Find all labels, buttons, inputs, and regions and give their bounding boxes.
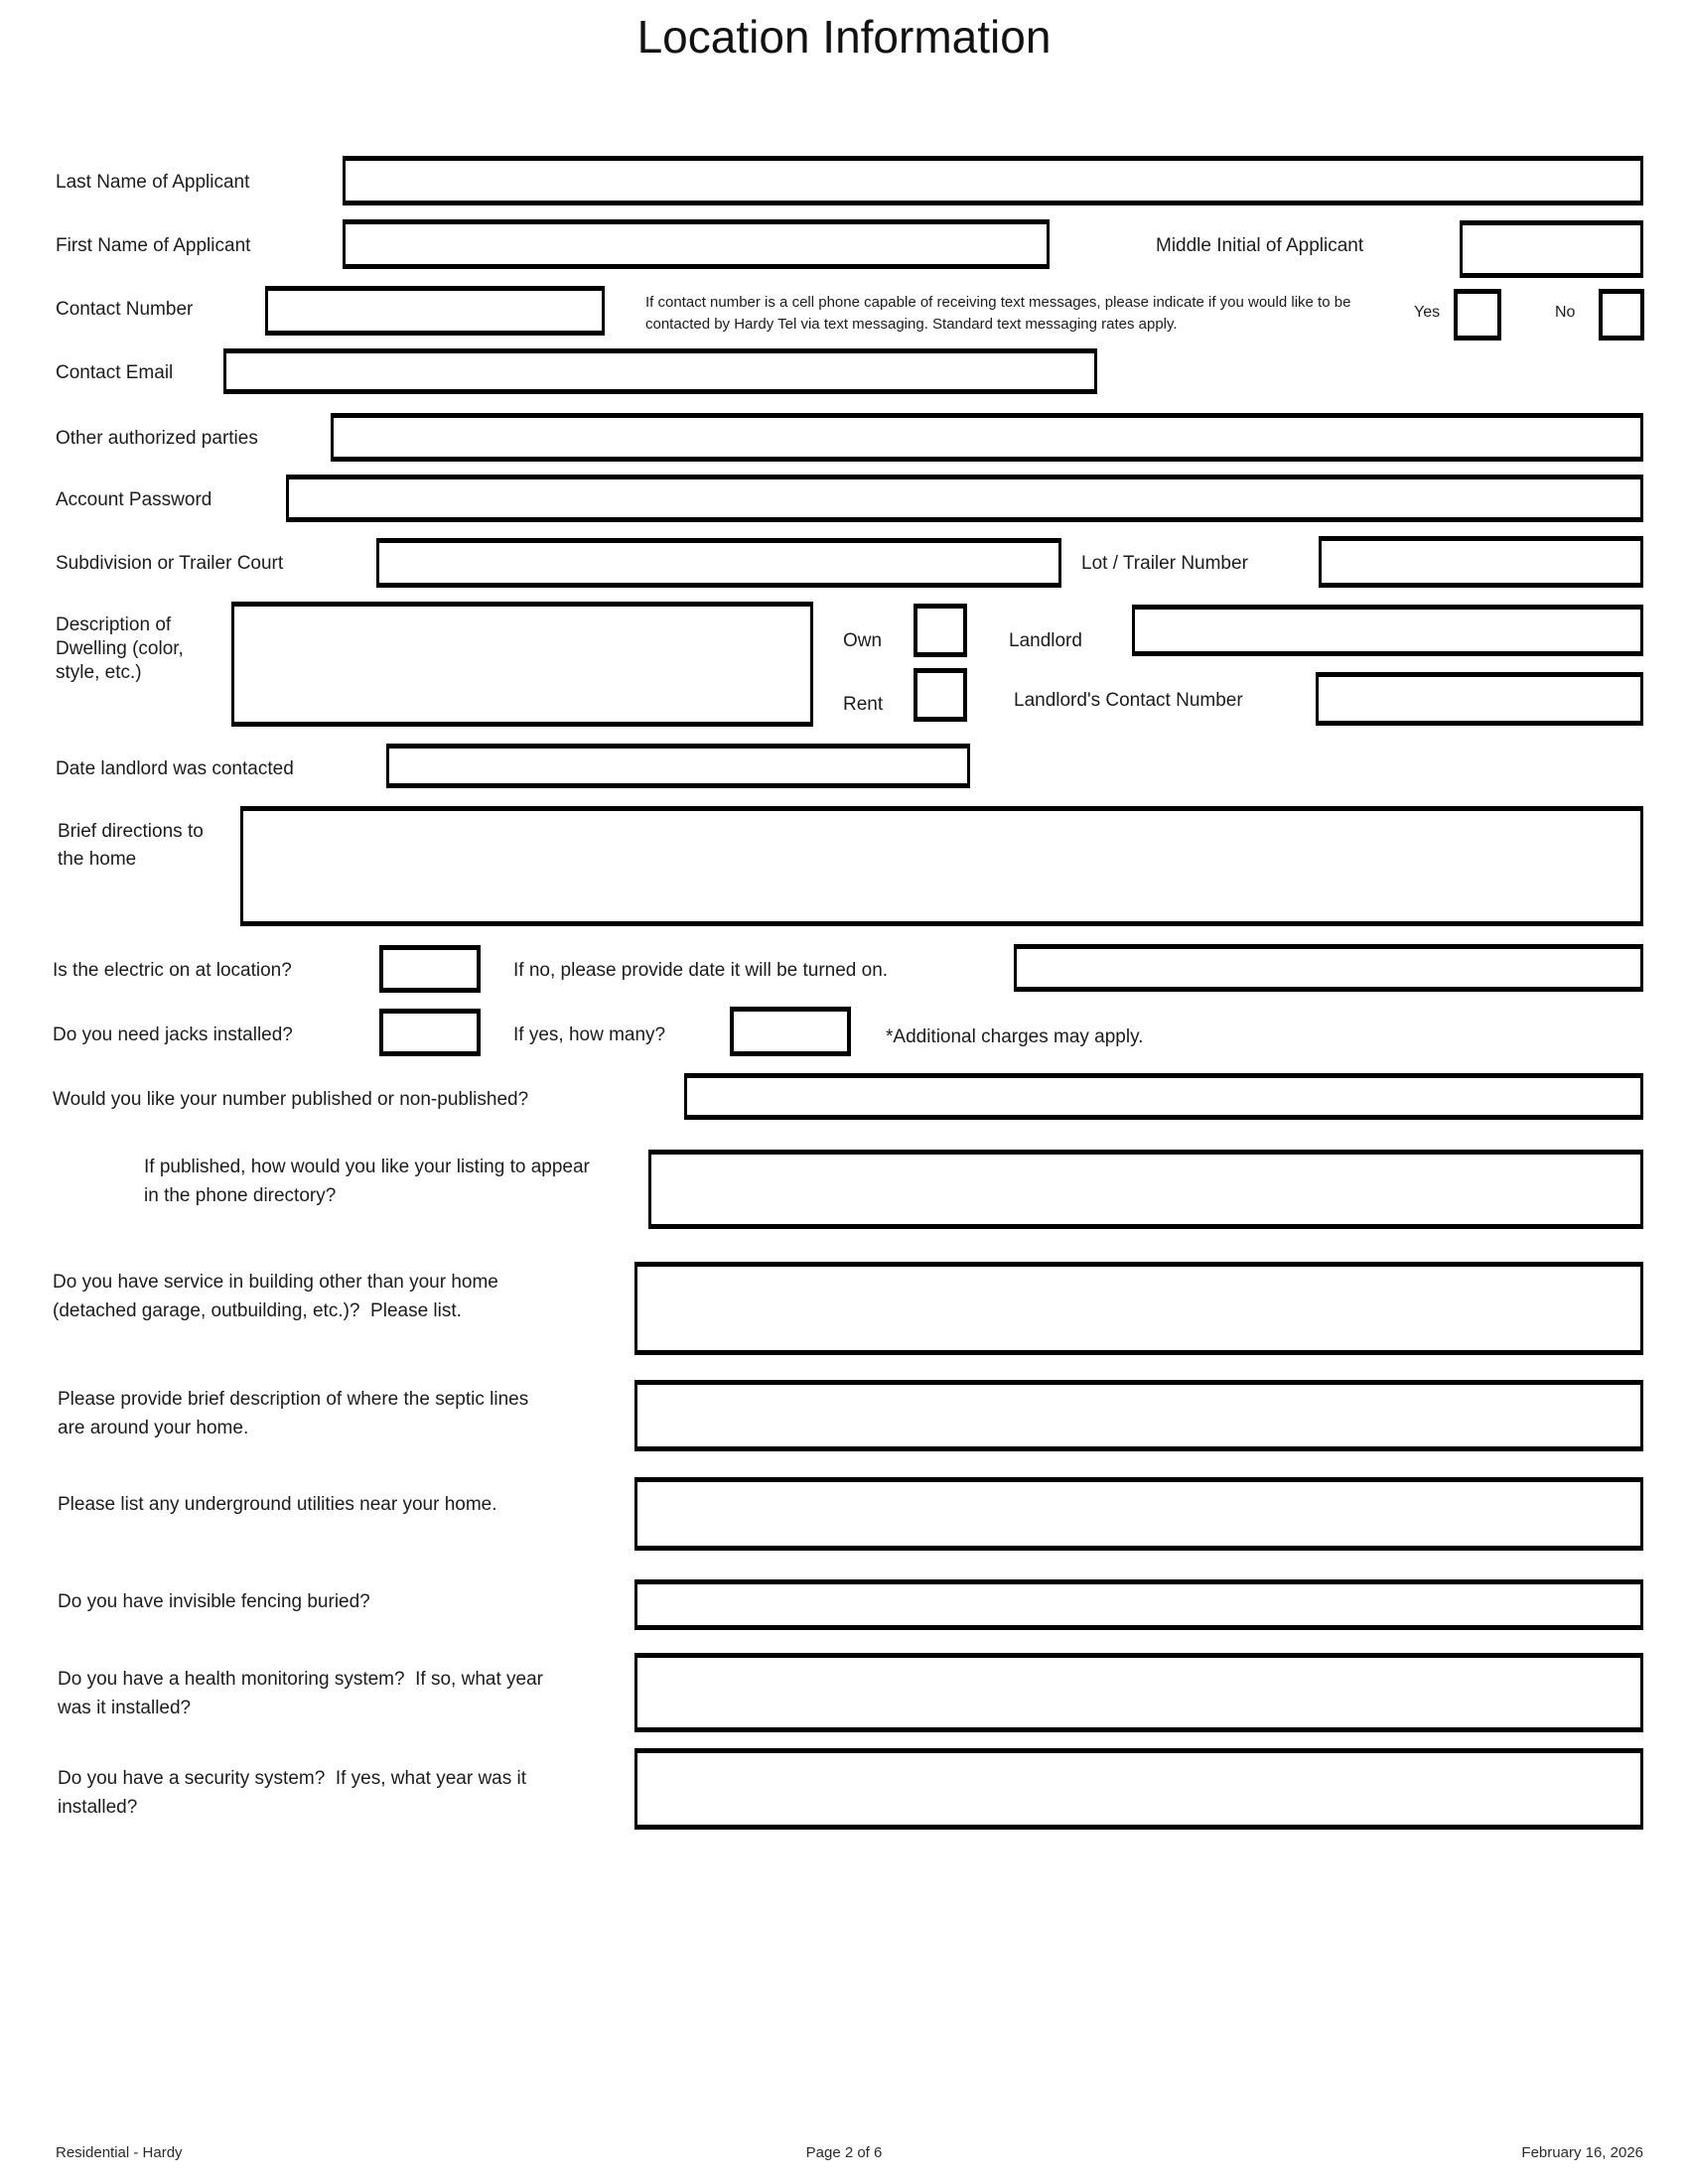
rent-label: Rent	[843, 694, 884, 715]
landlord-contact-label: Landlord's Contact Number	[1014, 690, 1243, 711]
subdivision-input[interactable]	[376, 538, 1061, 588]
date-landlord-input[interactable]	[386, 744, 970, 788]
service-building-label: Do you have service in building other than your home (detached garage, outbuilding, etc.)? Please list.	[53, 1272, 504, 1321]
other-parties-label: Other authorized parties	[56, 428, 258, 449]
rent-checkbox[interactable]	[914, 668, 967, 722]
middle-initial-input[interactable]	[1460, 220, 1643, 278]
landlord-label: Landlord	[1009, 630, 1082, 651]
septic-input[interactable]	[634, 1380, 1643, 1451]
text-consent-no-label: No	[1555, 304, 1576, 321]
account-password-input[interactable]	[286, 475, 1643, 522]
fencing-label: Do you have invisible fencing buried?	[58, 1591, 370, 1612]
landlord-input[interactable]	[1132, 605, 1643, 656]
footer-page-number: Page 2 of 6	[805, 2144, 883, 2161]
brief-directions-input[interactable]	[240, 806, 1643, 926]
middle-initial-label: Middle Initial of Applicant	[1156, 235, 1364, 256]
lot-number-input[interactable]	[1319, 536, 1643, 588]
health-label: Do you have a health monitoring system? If so, what year was it installed?	[58, 1669, 549, 1718]
last-name-input[interactable]	[343, 156, 1643, 205]
text-consent-no-checkbox[interactable]	[1599, 289, 1644, 341]
own-label: Own	[843, 630, 883, 651]
subdivision-label: Subdivision or Trailer Court	[56, 553, 284, 574]
electric-label: Is the electric on at location?	[53, 960, 292, 981]
date-landlord-label: Date landlord was contacted	[56, 758, 294, 779]
last-name-label: Last Name of Applicant	[56, 172, 250, 193]
underground-input[interactable]	[634, 1477, 1643, 1551]
lot-number-label: Lot / Trailer Number	[1081, 553, 1248, 574]
first-name-label: First Name of Applicant	[56, 235, 251, 256]
own-checkbox[interactable]	[914, 604, 967, 657]
contact-number-label: Contact Number	[56, 299, 194, 320]
text-messaging-note: If contact number is a cell phone capable of receiving text messages, please indicate if you would like to be contacted by Hardy Tel via text messaging. Standard text messaging rates apply.	[645, 294, 1355, 333]
fencing-input[interactable]	[634, 1579, 1643, 1630]
brief-directions-label: Brief directions to the home	[58, 821, 210, 870]
jacks-answer-box[interactable]	[379, 1009, 481, 1056]
dwelling-input[interactable]	[231, 602, 813, 727]
page-title: Location Information	[636, 11, 1052, 63]
published-listing-label: If published, how would you like your listing to appear in the phone directory?	[144, 1157, 596, 1206]
electric-if-no-label: If no, please provide date it will be turned on.	[513, 960, 889, 981]
landlord-contact-input[interactable]	[1316, 672, 1643, 726]
health-input[interactable]	[634, 1653, 1643, 1732]
service-building-input[interactable]	[634, 1262, 1643, 1355]
underground-label: Please list any underground utilities near your home.	[58, 1494, 497, 1515]
contact-email-input[interactable]	[223, 348, 1097, 394]
other-parties-input[interactable]	[331, 413, 1643, 462]
septic-label: Please provide brief description of where the septic lines are around your home.	[58, 1389, 534, 1438]
contact-email-label: Contact Email	[56, 362, 174, 383]
published-listing-input[interactable]	[648, 1150, 1643, 1229]
jacks-count-input[interactable]	[730, 1007, 851, 1056]
footer-date: February 16, 2026	[1521, 2144, 1643, 2161]
jacks-label: Do you need jacks installed?	[53, 1024, 293, 1045]
published-label: Would you like your number published or non-published?	[53, 1089, 529, 1110]
text-consent-yes-checkbox[interactable]	[1454, 289, 1501, 341]
text-consent-yes-label: Yes	[1414, 304, 1441, 321]
jacks-if-yes-label: If yes, how many?	[513, 1024, 666, 1045]
first-name-input[interactable]	[343, 219, 1050, 269]
published-input[interactable]	[684, 1073, 1643, 1120]
security-input[interactable]	[634, 1748, 1643, 1830]
electric-answer-box[interactable]	[379, 945, 481, 993]
security-label: Do you have a security system? If yes, what year was it installed?	[58, 1768, 532, 1818]
account-password-label: Account Password	[56, 489, 212, 510]
footer-document-name: Residential - Hardy	[56, 2144, 183, 2161]
contact-number-input[interactable]	[265, 286, 605, 336]
electric-date-input[interactable]	[1014, 944, 1643, 992]
jacks-charges-note: *Additional charges may apply.	[886, 1026, 1144, 1047]
dwelling-label: Description of Dwelling (color, style, etc.)	[56, 614, 190, 683]
